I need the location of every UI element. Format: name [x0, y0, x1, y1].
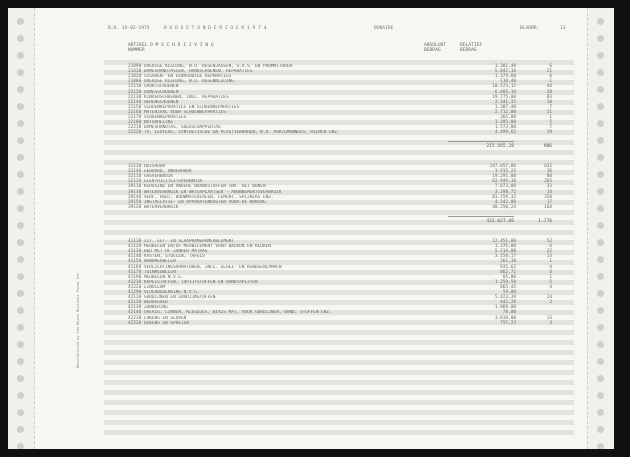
tractor-hole — [17, 137, 24, 144]
cell-amt: 5.042,16 — [494, 69, 516, 75]
cell-amt: 3.018,00 — [494, 315, 516, 321]
tractor-hole — [17, 375, 24, 382]
cell-code: 39140 — [128, 194, 142, 200]
cell-desc: VLOERBEDEKKING N.V.G. — [144, 290, 200, 295]
section-total-amount: 215.565,28 — [486, 144, 514, 150]
stripe — [104, 420, 574, 425]
cell-amt: 261,30 — [500, 259, 516, 265]
page-number: 13 — [560, 26, 566, 31]
cell-code: 41210 — [128, 279, 142, 285]
tractor-hole — [597, 69, 604, 76]
tractor-hole — [597, 273, 604, 280]
tractor-hole — [597, 222, 604, 229]
cell-rel: 6 — [549, 244, 552, 250]
cell-rel: 5 — [549, 279, 552, 285]
cell-amt: 755,23 — [500, 320, 516, 326]
section-total-relative: 906 — [543, 144, 552, 150]
tractor-hole — [597, 171, 604, 178]
tractor-hole — [17, 443, 24, 449]
cell-desc: BEDDEGOED — [144, 300, 168, 306]
col-header-desc-label: O M S C H R I J V I N G — [150, 43, 214, 48]
cell-code: 41130 — [128, 249, 142, 255]
cell-amt: 83.159,32 — [492, 194, 516, 200]
subtotal-rule — [448, 216, 514, 217]
cell-code: 21410 — [128, 69, 142, 75]
tractor-hole — [17, 426, 24, 433]
cell-rel: 4 — [549, 284, 552, 290]
stripe — [104, 390, 574, 395]
cell-rel: 632 — [544, 164, 552, 169]
tractor-hole — [597, 426, 604, 433]
cell-code: 22120 — [128, 89, 142, 95]
col-header-rel-label: RELATIEF — [460, 43, 483, 48]
cell-desc: LINOLEUM — [144, 284, 166, 290]
cell-rel: 44 — [546, 84, 552, 90]
cell-desc: WATERVERBRUIK EN WATERPLAATSEN - ABONNEMENTSVERBRUIK — [144, 189, 282, 195]
cell-code: 31110 — [128, 164, 142, 169]
tractor-hole — [597, 52, 604, 59]
cell-rel: 6 — [549, 64, 552, 69]
cell-amt: 78,00 — [502, 310, 516, 316]
subtotal-rule — [448, 141, 514, 142]
cell-amt: 4.499,62 — [494, 130, 516, 136]
cell-amt: 442,20 — [500, 300, 516, 306]
cell-desc: ZONWERING — [144, 305, 168, 311]
stripe — [104, 210, 574, 215]
cell-amt: 1.395,00 — [494, 120, 516, 126]
cell-rel: 168 — [544, 204, 552, 210]
cell-amt: 935,62 — [500, 264, 516, 270]
cell-amt: 1.573,00 — [494, 125, 516, 131]
cell-rel: 2 — [549, 300, 552, 306]
col-header-desc — [150, 43, 214, 48]
cell-rel: 13 — [546, 315, 552, 321]
stripe — [104, 340, 574, 345]
cell-code: 41190 — [128, 274, 142, 280]
cell-rel: 350 — [544, 194, 552, 200]
tractor-hole — [597, 239, 604, 246]
cell-amt: 7.873,00 — [494, 184, 516, 190]
cell-desc: KAPELSTOFFEN, TAPIJTSTOFFEN EN HANDTAPIJTEN — [144, 279, 258, 285]
cell-amt: 2.341,32 — [494, 99, 516, 105]
cell-amt: 1.307,40 — [494, 104, 516, 110]
cell-desc: MEUBELEN N.V.G. — [144, 274, 184, 280]
report-region: BONAIRE — [374, 26, 394, 31]
cell-code: 41220 — [128, 284, 142, 290]
cell-desc: KINDERSCHOENEN, INCL. REPARATIES — [144, 94, 229, 100]
cell-amt: 5.214,00 — [494, 249, 516, 255]
cell-code: 42140 — [128, 310, 142, 316]
cell-desc: KASTEN, STOELEN, TAFELS — [144, 254, 205, 260]
tractor-hole — [17, 273, 24, 280]
tractor-hole — [17, 307, 24, 314]
cell-code: 32110 — [128, 174, 142, 180]
cell-rel: 22 — [546, 249, 552, 255]
cell-rel: 28 — [546, 89, 552, 95]
col-header-abs — [424, 43, 446, 53]
stripe — [104, 360, 574, 365]
cell-desc: OVERIG, LINNEN, KLEEDJES, BIAIS MAT, VOOR GORDIJNEN, BOND, STOFFEN ENZ. — [144, 310, 332, 316]
tractor-hole — [597, 35, 604, 42]
cell-code: 22150 — [128, 104, 142, 110]
col-header-abs-label: ABSOLUUT — [424, 43, 447, 48]
cell-amt: 12.451,00 — [492, 239, 516, 244]
cell-code: 21020 — [128, 74, 142, 80]
cell-rel: 24 — [546, 295, 552, 301]
cell-code: 42130 — [128, 305, 142, 311]
tractor-hole — [17, 392, 24, 399]
cell-desc: GEHUURD, ONDERHUUR — [144, 169, 192, 175]
tractor-hole — [17, 35, 24, 42]
cell-code: 39130 — [128, 189, 142, 195]
stripe — [104, 230, 574, 235]
cell-code: 22140 — [128, 99, 142, 105]
cell-desc: LAKENS EN SLOPEN — [144, 315, 187, 321]
cell-code: 22130 — [128, 94, 142, 100]
cell-rel: 13 — [546, 254, 552, 260]
cell-code: 41150 — [128, 259, 142, 265]
cell-amt: 1.379,60 — [494, 74, 516, 80]
tractor-hole — [17, 239, 24, 246]
stripe — [104, 430, 574, 435]
cell-code: 39120 — [128, 204, 142, 210]
tractor-hole — [597, 188, 604, 195]
cell-rel: 5 — [549, 120, 552, 126]
table-row — [104, 321, 574, 326]
cell-desc: DAMESHANDTASSEN, HANDSCHOENEN, REPARATIES — [144, 69, 253, 75]
tractor-hole — [17, 171, 24, 178]
cell-rel: 33 — [546, 184, 552, 190]
tractor-hole — [17, 120, 24, 127]
col-header-rel-sub: BEDRAG — [460, 48, 477, 53]
table-row — [104, 205, 574, 210]
tractor-hole — [597, 375, 604, 382]
cell-desc: TUINMEUBELEN — [144, 269, 176, 275]
cell-desc: SIGAREN- EN EENVOUDIGE REPARATIES — [144, 74, 232, 80]
cell-amt: 862,72 — [500, 269, 516, 275]
cell-amt: 3.150,17 — [494, 254, 516, 260]
cell-amt: 5.423,39 — [494, 295, 516, 301]
cell-amt: 110,40 — [500, 79, 516, 85]
cell-rel: 83 — [546, 94, 552, 100]
cell-desc: DAMESSCHOENEN — [144, 89, 179, 95]
cell-amt: 865,45 — [500, 284, 516, 290]
cell-amt: 3.915,22 — [494, 169, 516, 175]
cell-amt: 65,00 — [502, 274, 516, 280]
cell-rel: 1 — [549, 259, 552, 265]
tractor-hole — [597, 120, 604, 127]
cell-code: 21080 — [128, 79, 142, 85]
cell-desc: MEUBELEN EN/OF MEUBILEMENT VOOR BALKON EN KEUKEN — [144, 244, 271, 250]
cell-rel: 14 — [546, 189, 552, 195]
cell-rel: 1 — [549, 115, 552, 120]
cell-amt: 1.060,00 — [494, 305, 516, 311]
section-total-amount: 422.027,66 — [486, 218, 514, 224]
tractor-hole — [597, 256, 604, 263]
cell-rel: 1 — [549, 274, 552, 280]
tractor-hole — [17, 86, 24, 93]
cell-rel: 7 — [549, 104, 552, 110]
cell-code: 42210 — [128, 315, 142, 321]
tractor-hole — [17, 69, 24, 76]
tractor-hole — [17, 341, 24, 348]
tractor-hole — [597, 290, 604, 297]
cell-desc: SCHOENREPARATIES EN SCHOENREPARATIES — [144, 104, 240, 110]
cell-code: 32120 — [128, 179, 142, 185]
cell-rel: 4 — [549, 264, 552, 270]
cell-code: 41290 — [128, 290, 142, 295]
section-total-relative: 1.776 — [538, 218, 552, 224]
cell-desc: DEKENS EN SPREIEN — [144, 320, 189, 326]
cell-code: 41140 — [128, 254, 142, 260]
cell-amt: 40.250,24 — [492, 204, 516, 210]
cell-desc: DAMESHANDTAS, GOEDSCHAPPERTAS — [144, 125, 221, 131]
cell-code: 42110 — [128, 295, 142, 301]
col-header-rel — [460, 43, 482, 53]
cell-code: 21090 — [128, 64, 142, 69]
cell-rel: 17 — [546, 199, 552, 205]
cell-rel: 6 — [549, 74, 552, 80]
cell-desc: GORDIJNEN EN GORDIJNSTOFFEN — [144, 295, 216, 301]
tractor-hole — [17, 52, 24, 59]
tractor-hole — [17, 256, 24, 263]
report-date: B.D. 19-02-1975 — [108, 26, 150, 31]
cell-code: 39110 — [128, 184, 142, 190]
cell-amt: 4.142,00 — [494, 199, 516, 205]
tractor-hole — [597, 392, 604, 399]
tractor-hole — [597, 103, 604, 110]
cell-amt: 1.381,40 — [494, 64, 516, 69]
tractor-hole — [597, 18, 604, 25]
cell-code: 42120 — [128, 300, 142, 306]
tractor-hole — [17, 358, 24, 365]
right-tractor-strip — [587, 8, 614, 449]
cell-amt: 59,00 — [502, 290, 516, 295]
cell-desc: NATUURLIJKE — [144, 120, 174, 126]
cell-rel: 80 — [546, 174, 552, 180]
cell-code: 39150 — [128, 199, 142, 205]
tractor-hole — [597, 137, 604, 144]
stripe — [104, 400, 574, 405]
cell-desc: OVERIGE KLEDING, W.O. REGENJASSEN, S.V.S. EN PROMMITUREN — [144, 64, 293, 69]
tractor-hole — [597, 205, 604, 212]
cell-rel: 19 — [546, 130, 552, 136]
cell-desc: TV, LEUFERS, SYNTHETISCHE EN PLASTIEKWAREN, W.O. PORTEMONNEES, RIEMEN ENZ. — [144, 130, 340, 136]
cell-desc: ZIT, EET- EN SLAAPKAMERAMEUBLEMENT — [144, 239, 234, 244]
col-header-code-sub: NUMMER — [128, 48, 145, 53]
col-header-abs-sub: BEDRAG — [424, 48, 441, 53]
tractor-hole — [597, 307, 604, 314]
cell-code: 31140 — [128, 169, 142, 175]
printout-page — [8, 8, 614, 449]
tractor-hole — [597, 341, 604, 348]
tractor-hole — [17, 409, 24, 416]
cell-rel: 16 — [546, 169, 552, 175]
tractor-hole — [17, 18, 24, 25]
cell-desc: BED MET OF ZONDER MATRAS — [144, 249, 208, 255]
left-tractor-strip — [8, 8, 35, 449]
cell-code: 41120 — [128, 244, 142, 250]
cell-amt: 1.259,50 — [494, 279, 516, 285]
cell-code: 41170 — [128, 269, 142, 275]
tractor-hole — [597, 409, 604, 416]
tractor-hole — [597, 324, 604, 331]
stripe — [104, 410, 574, 415]
cell-desc: HERENSCHOENEN — [144, 99, 179, 105]
col-header-code-label: ARTIKEL — [128, 43, 148, 48]
cell-desc: ELEKTRICITEITSVERBRUIK — [144, 179, 203, 185]
cell-rel: 10 — [546, 99, 552, 105]
cell-code: 22210 — [128, 125, 142, 131]
cell-amt: 19.775,00 — [492, 94, 516, 100]
cell-rel: 11 — [546, 109, 552, 115]
cell-desc: GASVERBRUIK — [144, 174, 174, 180]
cell-desc: KEROSINE EN ANDERE BRANDSTOFFEN INV. HET WONEN — [144, 184, 266, 190]
cell-rel: 1 — [549, 79, 552, 85]
cell-amt: 365,00 — [500, 115, 516, 120]
tractor-hole — [597, 358, 604, 365]
cell-desc: WANDMEUBELEN — [144, 259, 176, 265]
cell-amt: 6.666,16 — [494, 89, 516, 95]
cell-code: 22160 — [128, 109, 142, 115]
cell-rel: 52 — [546, 239, 552, 244]
tractor-hole — [17, 290, 24, 297]
page-label: BLADNR. — [520, 26, 540, 31]
cell-rel: 7 — [549, 125, 552, 131]
cell-desc: HUISHUUR — [144, 164, 166, 169]
cell-amt: 3.298,72 — [494, 189, 516, 195]
cell-rel: 21 — [546, 69, 552, 75]
stripe — [104, 380, 574, 385]
stripe — [104, 150, 574, 155]
report-title: B U D G E T O N D E R Z O E K 1 9 7 4 — [164, 26, 267, 31]
cell-rel: 3 — [549, 320, 552, 326]
cell-code: 41160 — [128, 264, 142, 270]
cell-amt: 10.573,12 — [492, 84, 516, 90]
tractor-hole — [17, 324, 24, 331]
tractor-hole — [597, 86, 604, 93]
cell-amt: 19.291,00 — [492, 174, 516, 180]
cell-code: 41110 — [128, 239, 142, 244]
cell-desc: VERLICHTINGSARMATUREN, INCL. GLOEI- EN KENDSENLAMPEN — [144, 264, 282, 270]
cell-amt: 62.949,16 — [492, 179, 516, 185]
tractor-hole — [17, 188, 24, 195]
cell-amt: 147.057,86 — [489, 164, 516, 169]
tractor-hole — [597, 443, 604, 449]
cell-desc: WATERVERBRUIK — [144, 204, 179, 210]
cell-code: 22170 — [128, 115, 142, 120]
table-row — [104, 130, 574, 135]
cell-code: 22180 — [128, 120, 142, 126]
stripe — [104, 370, 574, 375]
cell-desc: SPORTSCHOENEN — [144, 84, 179, 90]
cell-amt: 1.376,00 — [494, 244, 516, 250]
col-header-code — [128, 43, 147, 53]
margin-imprint — [76, 188, 86, 368]
cell-desc: MATERIAAL VOOR SCHOENREPARATIES — [144, 109, 226, 115]
tractor-hole — [17, 154, 24, 161]
tractor-hole — [17, 103, 24, 110]
stripe — [104, 350, 574, 355]
cell-code: 22110 — [128, 84, 142, 90]
cell-desc: VERF, HOUT, BOUWMATERIALEN, CEMENT, SPIJKERS ENZ. — [144, 194, 274, 200]
cell-code: 42220 — [128, 320, 142, 326]
cell-desc: OVERIGE KLEDING, W.O. REGENKLEDING — [144, 79, 234, 85]
stripe — [104, 330, 574, 335]
margin-imprint-text: Manufactured by the Moore Business Forms Inc. — [76, 270, 80, 368]
tractor-hole — [17, 205, 24, 212]
cell-rel: 265 — [544, 179, 552, 185]
cell-amt: 2.712,00 — [494, 109, 516, 115]
cell-rel: 4 — [549, 269, 552, 275]
cell-desc: SCHOENREPARATIES — [144, 115, 187, 120]
cell-desc: INSTALLATIE- EN APPARATENKOSTEN VOOR DE WONING — [144, 199, 266, 205]
tractor-hole — [597, 154, 604, 161]
cell-code: 22220 — [128, 130, 142, 136]
